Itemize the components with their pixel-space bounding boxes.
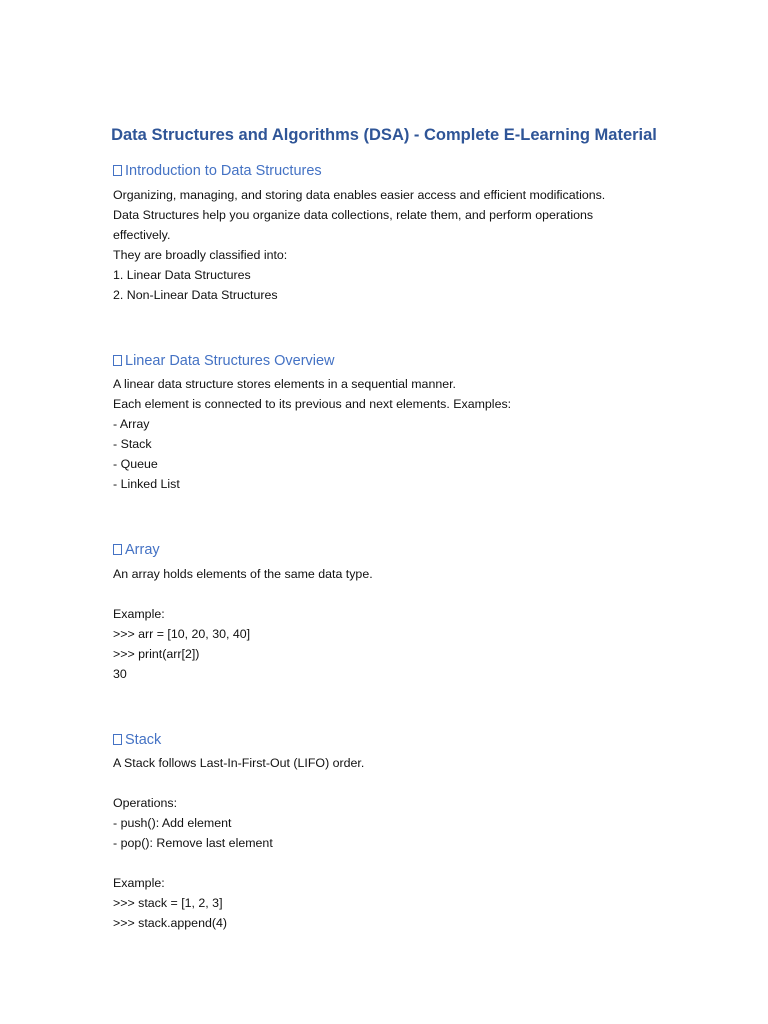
section-heading-linear-overview-label: Linear Data Structures Overview [125, 353, 335, 369]
missing-glyph-icon [113, 165, 122, 176]
code-line: >>> stack = [1, 2, 3] [113, 896, 223, 910]
section-heading-introduction [113, 161, 322, 181]
code-line: >>> arr = [10, 20, 30, 40] [113, 627, 251, 641]
list-item: - push(): Add element [113, 816, 232, 830]
paragraph-line: A linear data structure stores elements in a sequential manner. [113, 377, 456, 391]
section-body-linear-overview [113, 374, 653, 494]
section-heading-introduction-label: Introduction to Data Structures [125, 163, 322, 179]
list-item: - Stack [113, 437, 152, 451]
blank-line [113, 584, 653, 604]
list-item: - Linked List [113, 477, 180, 491]
paragraph-line: Operations: [113, 796, 178, 810]
code-output-line: 30 [113, 667, 127, 681]
section-body-array [113, 564, 653, 684]
paragraph-line: Organizing, managing, and storing data enables easier access and efficient modifications. [113, 188, 606, 202]
section-heading-linear-overview [113, 351, 335, 371]
blank-line [113, 773, 653, 793]
section-body-introduction [113, 185, 653, 305]
paragraph-line: A Stack follows Last-In-First-Out (LIFO) order. [113, 756, 365, 770]
section-heading-stack-label: Stack [125, 732, 162, 748]
paragraph-line: Each element is connected to its previous and next elements. Examples: [113, 397, 512, 411]
paragraph-line: Example: [113, 876, 165, 890]
missing-glyph-icon [113, 734, 122, 745]
list-item: 1. Linear Data Structures [113, 268, 251, 282]
list-item: 2. Non-Linear Data Structures [113, 288, 278, 302]
missing-glyph-icon [113, 355, 122, 366]
blank-line [113, 853, 653, 873]
paragraph-line: They are broadly classified into: [113, 248, 288, 262]
code-line: >>> stack.append(4) [113, 916, 228, 930]
list-item: - Queue [113, 457, 158, 471]
section-heading-array-label: Array [125, 542, 160, 558]
section-heading-stack [113, 730, 161, 750]
section-heading-array [113, 540, 160, 560]
paragraph-line: Example: [113, 607, 165, 621]
paragraph-line: effectively. [113, 228, 171, 242]
section-body-stack [113, 753, 653, 933]
paragraph-line: Data Structures help you organize data collections, relate them, and perform operations [113, 208, 594, 222]
document-title: Data Structures and Algorithms (DSA) - Complete E-Learning Material [111, 126, 657, 144]
code-line: >>> print(arr[2]) [113, 647, 200, 661]
list-item: - pop(): Remove last element [113, 836, 273, 850]
list-item: - Array [113, 417, 150, 431]
paragraph-line: An array holds elements of the same data type. [113, 567, 373, 581]
missing-glyph-icon [113, 544, 122, 555]
